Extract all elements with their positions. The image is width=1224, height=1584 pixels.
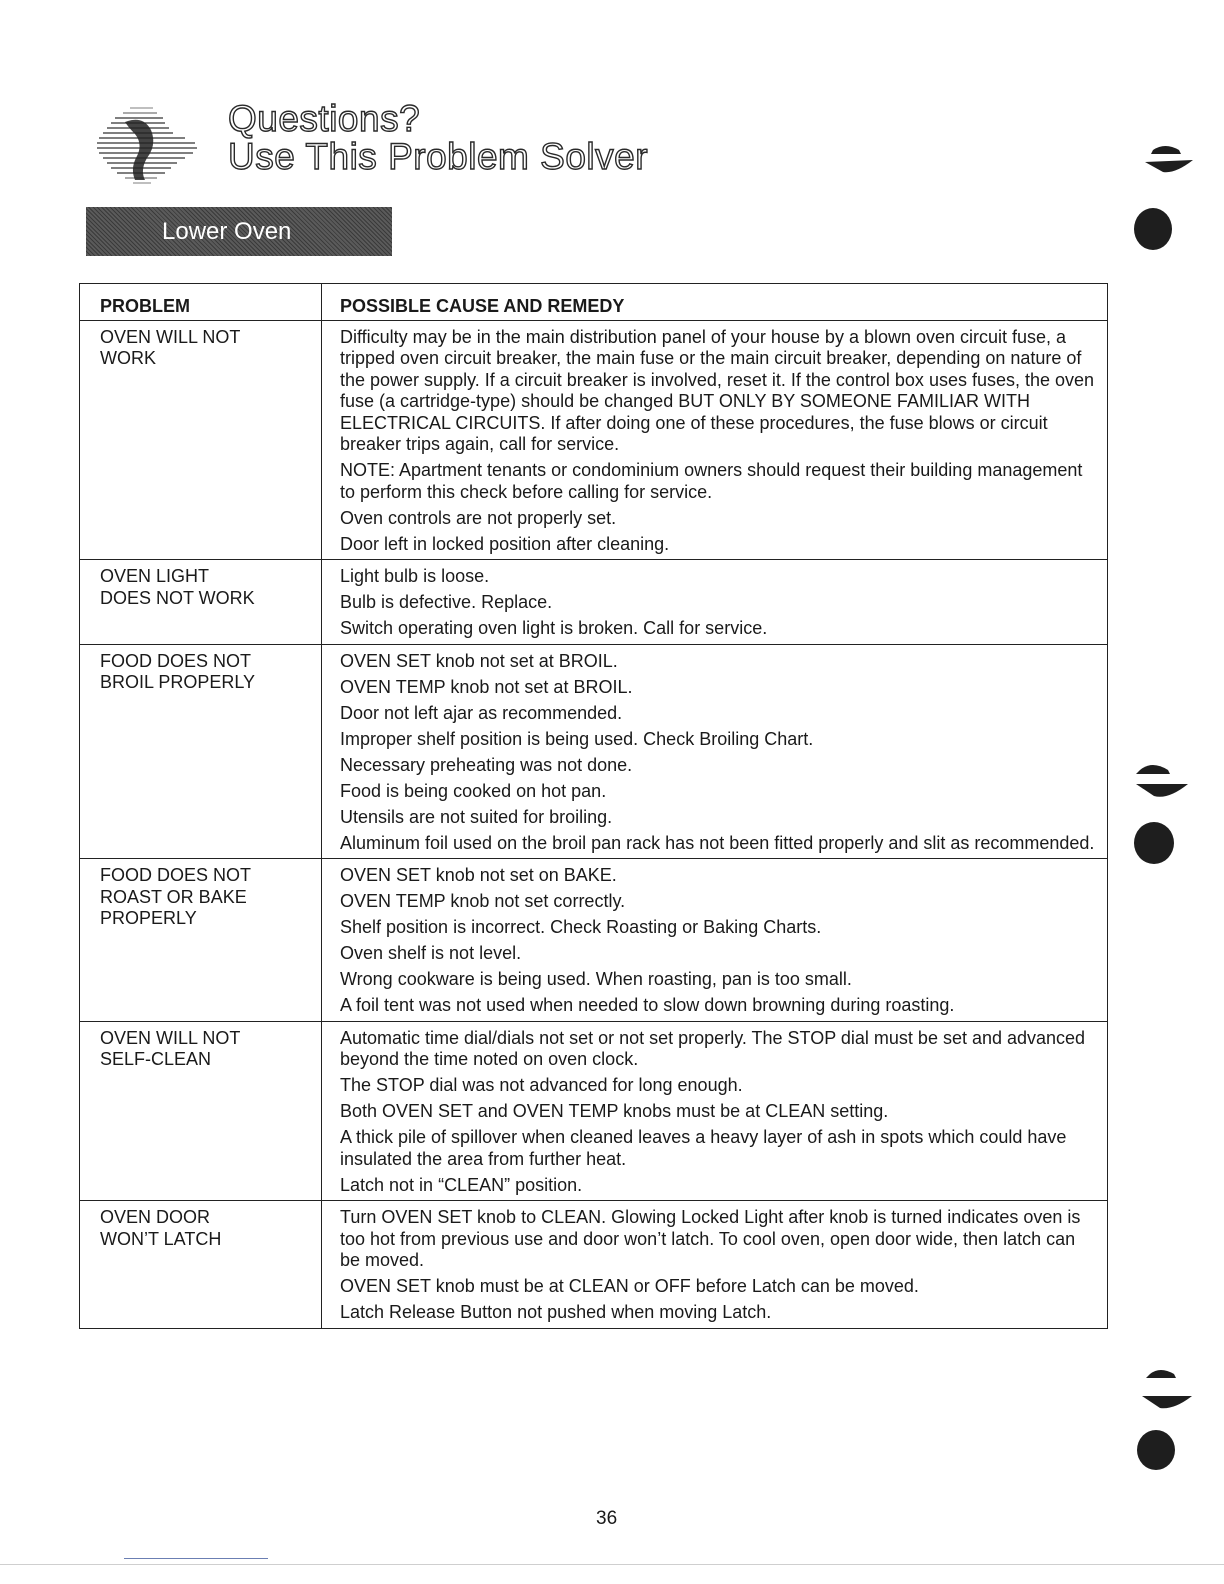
problem-text: BROIL PROPERLY: [100, 672, 256, 692]
problem-cell: [80, 1021, 322, 1201]
table-header-row: [80, 284, 1108, 321]
column-header-problem: PROBLEM: [80, 284, 322, 321]
problem-solver-table: [79, 283, 1108, 1329]
remedy-text: Aluminum foil used on the broil pan rack has not been fitted properly and slit as recommended.: [340, 832, 1095, 853]
remedy-text: Bulb is defective. Replace.: [340, 592, 553, 612]
remedy-text: Latch Release Button not pushed when moving Latch.: [340, 1302, 772, 1322]
remedy-text: OVEN SET knob not set at BROIL.: [340, 650, 618, 671]
problem-cell: [80, 560, 322, 645]
table-row: [80, 1021, 1108, 1201]
problem-text: FOOD DOES NOT: [100, 650, 252, 671]
remedy-text: Door left in locked position after cleaning.: [340, 533, 670, 554]
remedy-cell: [322, 320, 1108, 560]
remedy-text: OVEN SET knob must be at CLEAN or OFF before Latch can be moved.: [340, 1276, 919, 1296]
problem-text: OVEN LIGHT: [100, 566, 210, 586]
remedy-text: Utensils are not suited for broiling.: [340, 806, 613, 827]
problem-text: DOES NOT WORK: [100, 587, 255, 608]
remedy-text: Difficulty may be in the main distribution panel of your house by a blown oven circuit fuse, a tripped oven circuit breaker, the main fuse or the main circuit breaker, depending on nature of the power supply. If a circuit breaker is involved, reset it. If the control box uses fuses, the oven fuse (a cartridge-type) should be changed BUT ONLY BY SOMEONE FAMILIAR WITH ELECTRICAL CIRCUITS. If after doing one of these procedures, the fuse blows or circuit breaker trips again, call for service.: [340, 326, 1095, 454]
remedy-text: Improper shelf position is being used. Check Broiling Chart.: [340, 728, 814, 749]
problem-text: PROPERLY: [100, 908, 197, 928]
title-line-2: Use This Problem Solver: [228, 136, 649, 177]
remedy-text: OVEN TEMP knob not set at BROIL.: [340, 676, 633, 697]
remedy-text: The STOP dial was not advanced for long enough.: [340, 1075, 743, 1095]
margin-dot: [1137, 1430, 1175, 1470]
table-row: [80, 560, 1108, 645]
remedy-text: Light bulb is loose.: [340, 566, 490, 586]
remedy-text: Latch not in “CLEAN” position.: [340, 1174, 583, 1195]
problem-cell: [80, 859, 322, 1022]
margin-registration-mark: [1135, 140, 1195, 180]
table-row: [80, 644, 1108, 859]
margin-dot: [1134, 822, 1174, 864]
table-row: [80, 859, 1108, 1022]
remedy-cell: [322, 644, 1108, 859]
problem-text: WON’T LATCH: [100, 1228, 222, 1249]
problem-text: OVEN WILL NOT: [100, 1027, 241, 1048]
title-line-1: Questions?: [228, 98, 421, 139]
remedy-cell: [322, 1021, 1108, 1201]
remedy-text: NOTE: Apartment tenants or condominium owners should request their building management to perform this check before calling for service.: [340, 460, 1083, 502]
remedy-text: Door not left ajar as recommended.: [340, 702, 623, 723]
margin-registration-mark: [1130, 1360, 1200, 1416]
problem-cell: [80, 320, 322, 560]
page-number: 36: [596, 1508, 618, 1529]
remedy-cell: [322, 859, 1108, 1022]
globe-logo: [85, 100, 215, 190]
table-body: [80, 320, 1108, 1328]
problem-cell: [80, 644, 322, 859]
problem-text: OVEN DOOR: [100, 1207, 211, 1227]
remedy-text: Switch operating oven light is broken. Call for service.: [340, 618, 768, 638]
bottom-rule: [0, 1564, 1224, 1565]
page-title: [228, 100, 648, 176]
remedy-text: Oven controls are not properly set.: [340, 507, 617, 528]
remedy-text: Oven shelf is not level.: [340, 943, 522, 963]
remedy-text: Necessary preheating was not done.: [340, 754, 633, 775]
remedy-text: OVEN TEMP knob not set correctly.: [340, 891, 626, 911]
remedy-text: OVEN SET knob not set on BAKE.: [340, 865, 617, 885]
remedy-text: A foil tent was not used when needed to slow down browning during roasting.: [340, 995, 955, 1015]
footer-line: [124, 1558, 268, 1559]
problem-text: ROAST OR BAKE: [100, 886, 247, 907]
column-header-remedy: POSSIBLE CAUSE AND REMEDY: [322, 284, 1108, 321]
problem-text: SELF-CLEAN: [100, 1049, 212, 1069]
remedy-cell: [322, 1201, 1108, 1329]
remedy-text: Wrong cookware is being used. When roasting, pan is too small.: [340, 969, 852, 989]
table-row: [80, 1201, 1108, 1329]
problem-text: FOOD DOES NOT: [100, 865, 252, 885]
margin-registration-mark: [1120, 750, 1200, 806]
remedy-text: Shelf position is incorrect. Check Roasting or Baking Charts.: [340, 917, 822, 937]
remedy-text: Food is being cooked on hot pan.: [340, 780, 607, 801]
section-label: Lower Oven: [86, 207, 392, 256]
remedy-cell: [322, 560, 1108, 645]
problem-text: OVEN WILL NOT: [100, 326, 241, 347]
problem-text: WORK: [100, 348, 156, 368]
margin-dot: [1134, 208, 1172, 250]
remedy-text: Both OVEN SET and OVEN TEMP knobs must be at CLEAN setting.: [340, 1101, 889, 1121]
table-row: [80, 320, 1108, 560]
problem-cell: [80, 1201, 322, 1329]
remedy-text: Automatic time dial/dials not set or not set properly. The STOP dial must be set and advanced beyond the time noted on oven clock.: [340, 1027, 1086, 1069]
remedy-text: A thick pile of spillover when cleaned leaves a heavy layer of ash in spots which could have insulated the area from further heat.: [340, 1127, 1067, 1169]
remedy-text: Turn OVEN SET knob to CLEAN. Glowing Locked Light after knob is turned indicates oven is too hot from previous use and door won’t latch. To cool oven, open door wide, then latch can be moved.: [340, 1207, 1081, 1270]
